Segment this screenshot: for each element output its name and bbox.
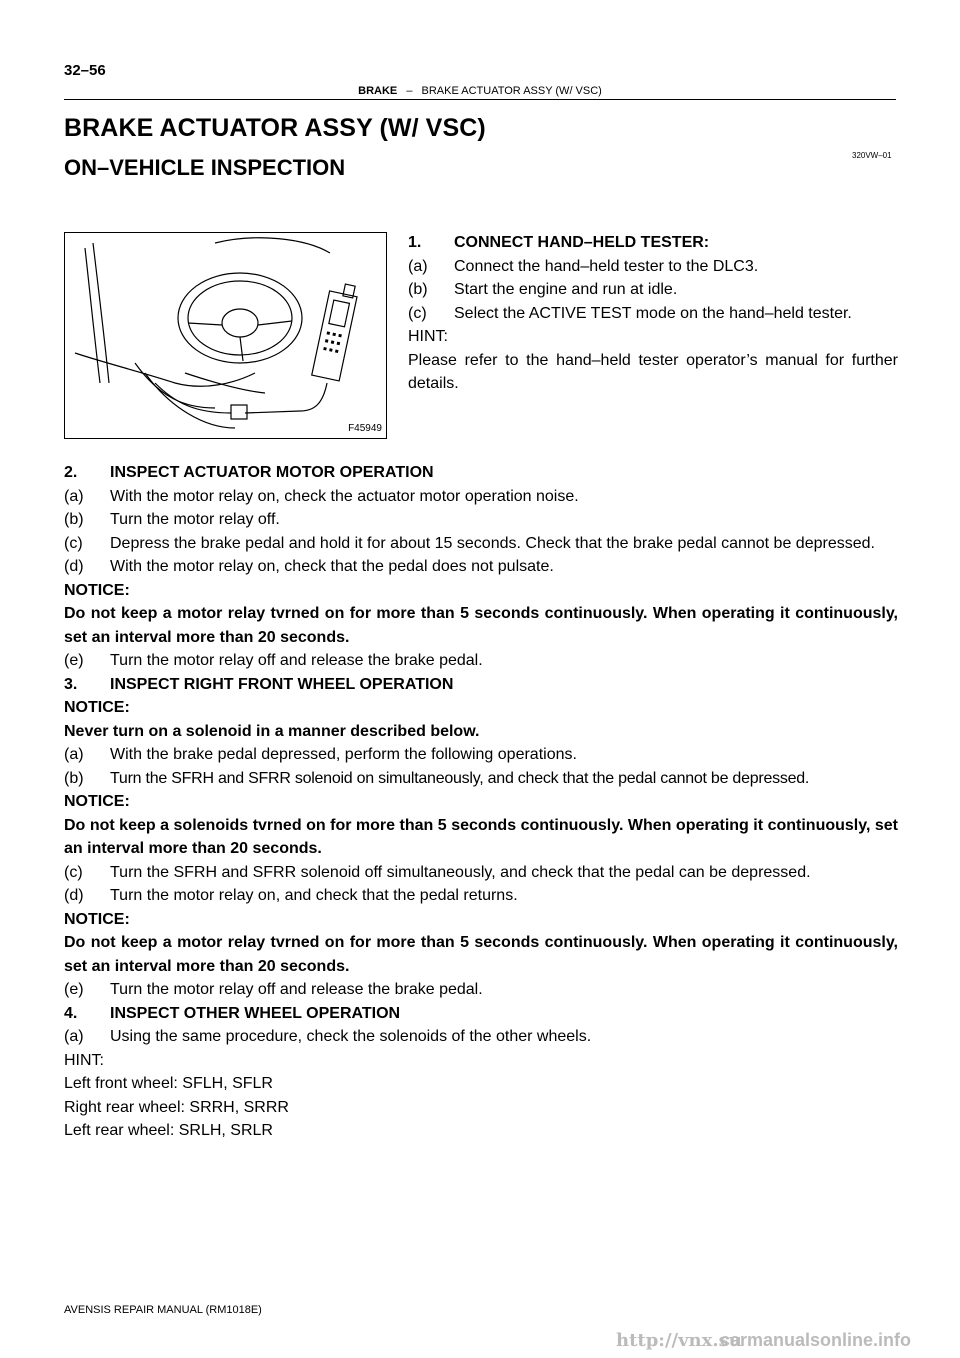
header-section: BRAKE [358, 85, 398, 97]
header-subsection: BRAKE ACTUATOR ASSY (W/ VSC) [421, 85, 602, 97]
item-text: Start the engine and run at idle. [454, 281, 678, 298]
step-title: INSPECT ACTUATOR MOTOR OPERATION [110, 464, 434, 481]
notice-text: Never turn on a solenoid in a manner described below. [64, 722, 480, 740]
running-header [0, 85, 960, 97]
notice-text: Do not keep a solenoids tvrned on for more than 5 seconds continuously. When operating it continuously, set an interval more than 20 seconds. [64, 816, 898, 857]
figure-tester-connection [64, 232, 387, 439]
notice-label: NOTICE: [64, 793, 130, 810]
list-item: (c) Turn the SFRH and SFRR solenoid off simultaneously, and check that the pedal can be depressed. [64, 861, 898, 885]
list-item: (b) Turn the motor relay off. [64, 508, 898, 532]
notice-text: Do not keep a motor relay tvrned on for more than 5 seconds continuously. When operating it continuously, set an interval more than 20 seconds. [64, 605, 898, 646]
step-title: INSPECT OTHER WHEEL OPERATION [110, 1004, 401, 1022]
watermark-left: http://vnx.su [616, 1330, 742, 1351]
hint-label: HINT: [64, 1051, 104, 1069]
header-separator: – [406, 85, 413, 97]
step-2-heading [64, 461, 898, 485]
list-item: (c) Depress the brake pedal and hold it for about 15 seconds. Check that the brake pedal cannot be depressed. [64, 532, 898, 556]
notice-text: Do not keep a motor relay tvrned on for more than 5 seconds continuously. When operating it continuously, set an interval more than 20 seconds. [64, 934, 898, 975]
step-4-heading [64, 1002, 898, 1026]
item-text: With the motor relay on, check the actuator motor operation noise. [110, 487, 579, 505]
page-title: BRAKE ACTUATOR ASSY (W/ VSC) [64, 114, 486, 142]
step-number: 4. [64, 1004, 78, 1022]
item-text: Connect the hand–held tester to the DLC3. [454, 257, 759, 275]
footer-manual-title: AVENSIS REPAIR MANUAL (RM1018E) [64, 1304, 262, 1316]
item-text: Turn the motor relay off. [110, 511, 280, 528]
step-number: 1. [408, 234, 422, 251]
hint-line: Left front wheel: SFLH, SFLR [64, 1075, 273, 1092]
step-3-heading [64, 673, 898, 697]
notice-label: NOTICE: [64, 581, 130, 599]
list-item [408, 255, 898, 279]
list-item: (a) With the motor relay on, check the actuator motor operation noise. [64, 485, 898, 509]
header-rule [64, 99, 896, 100]
figure-label: F45949 [348, 423, 382, 434]
item-mark: (a) [408, 257, 428, 275]
list-item: (b) Turn the SFRH and SFRR solenoid on simultaneously, and check that the pedal cannot be depressed. [64, 767, 898, 791]
notice-label: NOTICE: [64, 699, 130, 716]
list-item: (e) Turn the motor relay off and release the brake pedal. [64, 978, 898, 1002]
step-number: 2. [64, 464, 78, 481]
item-text: Turn the motor relay off and release the brake pedal. [110, 652, 483, 669]
document-id: 320VW–01 [852, 151, 892, 160]
item-text: Depress the brake pedal and hold it for about 15 seconds. Check that the brake pedal cannot be depressed. [110, 534, 875, 552]
step-title: INSPECT RIGHT FRONT WHEEL OPERATION [110, 675, 454, 693]
item-text: Turn the SFRH and SFRR solenoid on simultaneously, and check that the pedal cannot be depressed. [110, 769, 810, 787]
item-text: Turn the motor relay off and release the brake pedal. [110, 981, 483, 998]
item-text: Using the same procedure, check the solenoids of the other wheels. [110, 1028, 592, 1045]
page-subtitle: ON–VEHICLE INSPECTION [64, 155, 346, 180]
item-mark: (c) [408, 304, 427, 322]
list-item [408, 278, 898, 302]
item-text: With the brake pedal depressed, perform the following operations. [110, 746, 577, 763]
hint-label: HINT: [408, 328, 448, 345]
step-1-heading [408, 231, 898, 255]
list-item: (d) With the motor relay on, check that the pedal does not pulsate. [64, 555, 898, 579]
page-number: 32–56 [64, 62, 106, 79]
list-item [408, 302, 898, 326]
step-number: 3. [64, 675, 78, 693]
tester-illustration [65, 233, 385, 437]
watermark-right: carmanualsonline.info [720, 1330, 912, 1350]
notice-label: NOTICE: [64, 910, 130, 928]
step-1-block [408, 231, 898, 396]
item-text: Turn the SFRH and SFRR solenoid off simultaneously, and check that the pedal can be depressed. [110, 863, 811, 881]
main-content [64, 461, 898, 1143]
list-item: (e) Turn the motor relay off and release the brake pedal. [64, 649, 898, 673]
step-title: CONNECT HAND–HELD TESTER: [454, 234, 710, 251]
item-mark: (b) [408, 281, 428, 298]
list-item: (a) Using the same procedure, check the solenoids of the other wheels. [64, 1025, 898, 1049]
list-item: (d) Turn the motor relay on, and check that the pedal returns. [64, 884, 898, 908]
hint-line: Left rear wheel: SRLH, SRLR [64, 1122, 273, 1139]
list-item: (a) With the brake pedal depressed, perform the following operations. [64, 743, 898, 767]
item-text: Select the ACTIVE TEST mode on the hand–held tester. [454, 304, 852, 322]
item-text: With the motor relay on, check that the pedal does not pulsate. [110, 558, 554, 575]
hint-line: Right rear wheel: SRRH, SRRR [64, 1098, 289, 1116]
hint-text: Please refer to the hand–held tester operator’s manual for further details. [408, 351, 898, 392]
item-text: Turn the motor relay on, and check that the pedal returns. [110, 887, 518, 904]
